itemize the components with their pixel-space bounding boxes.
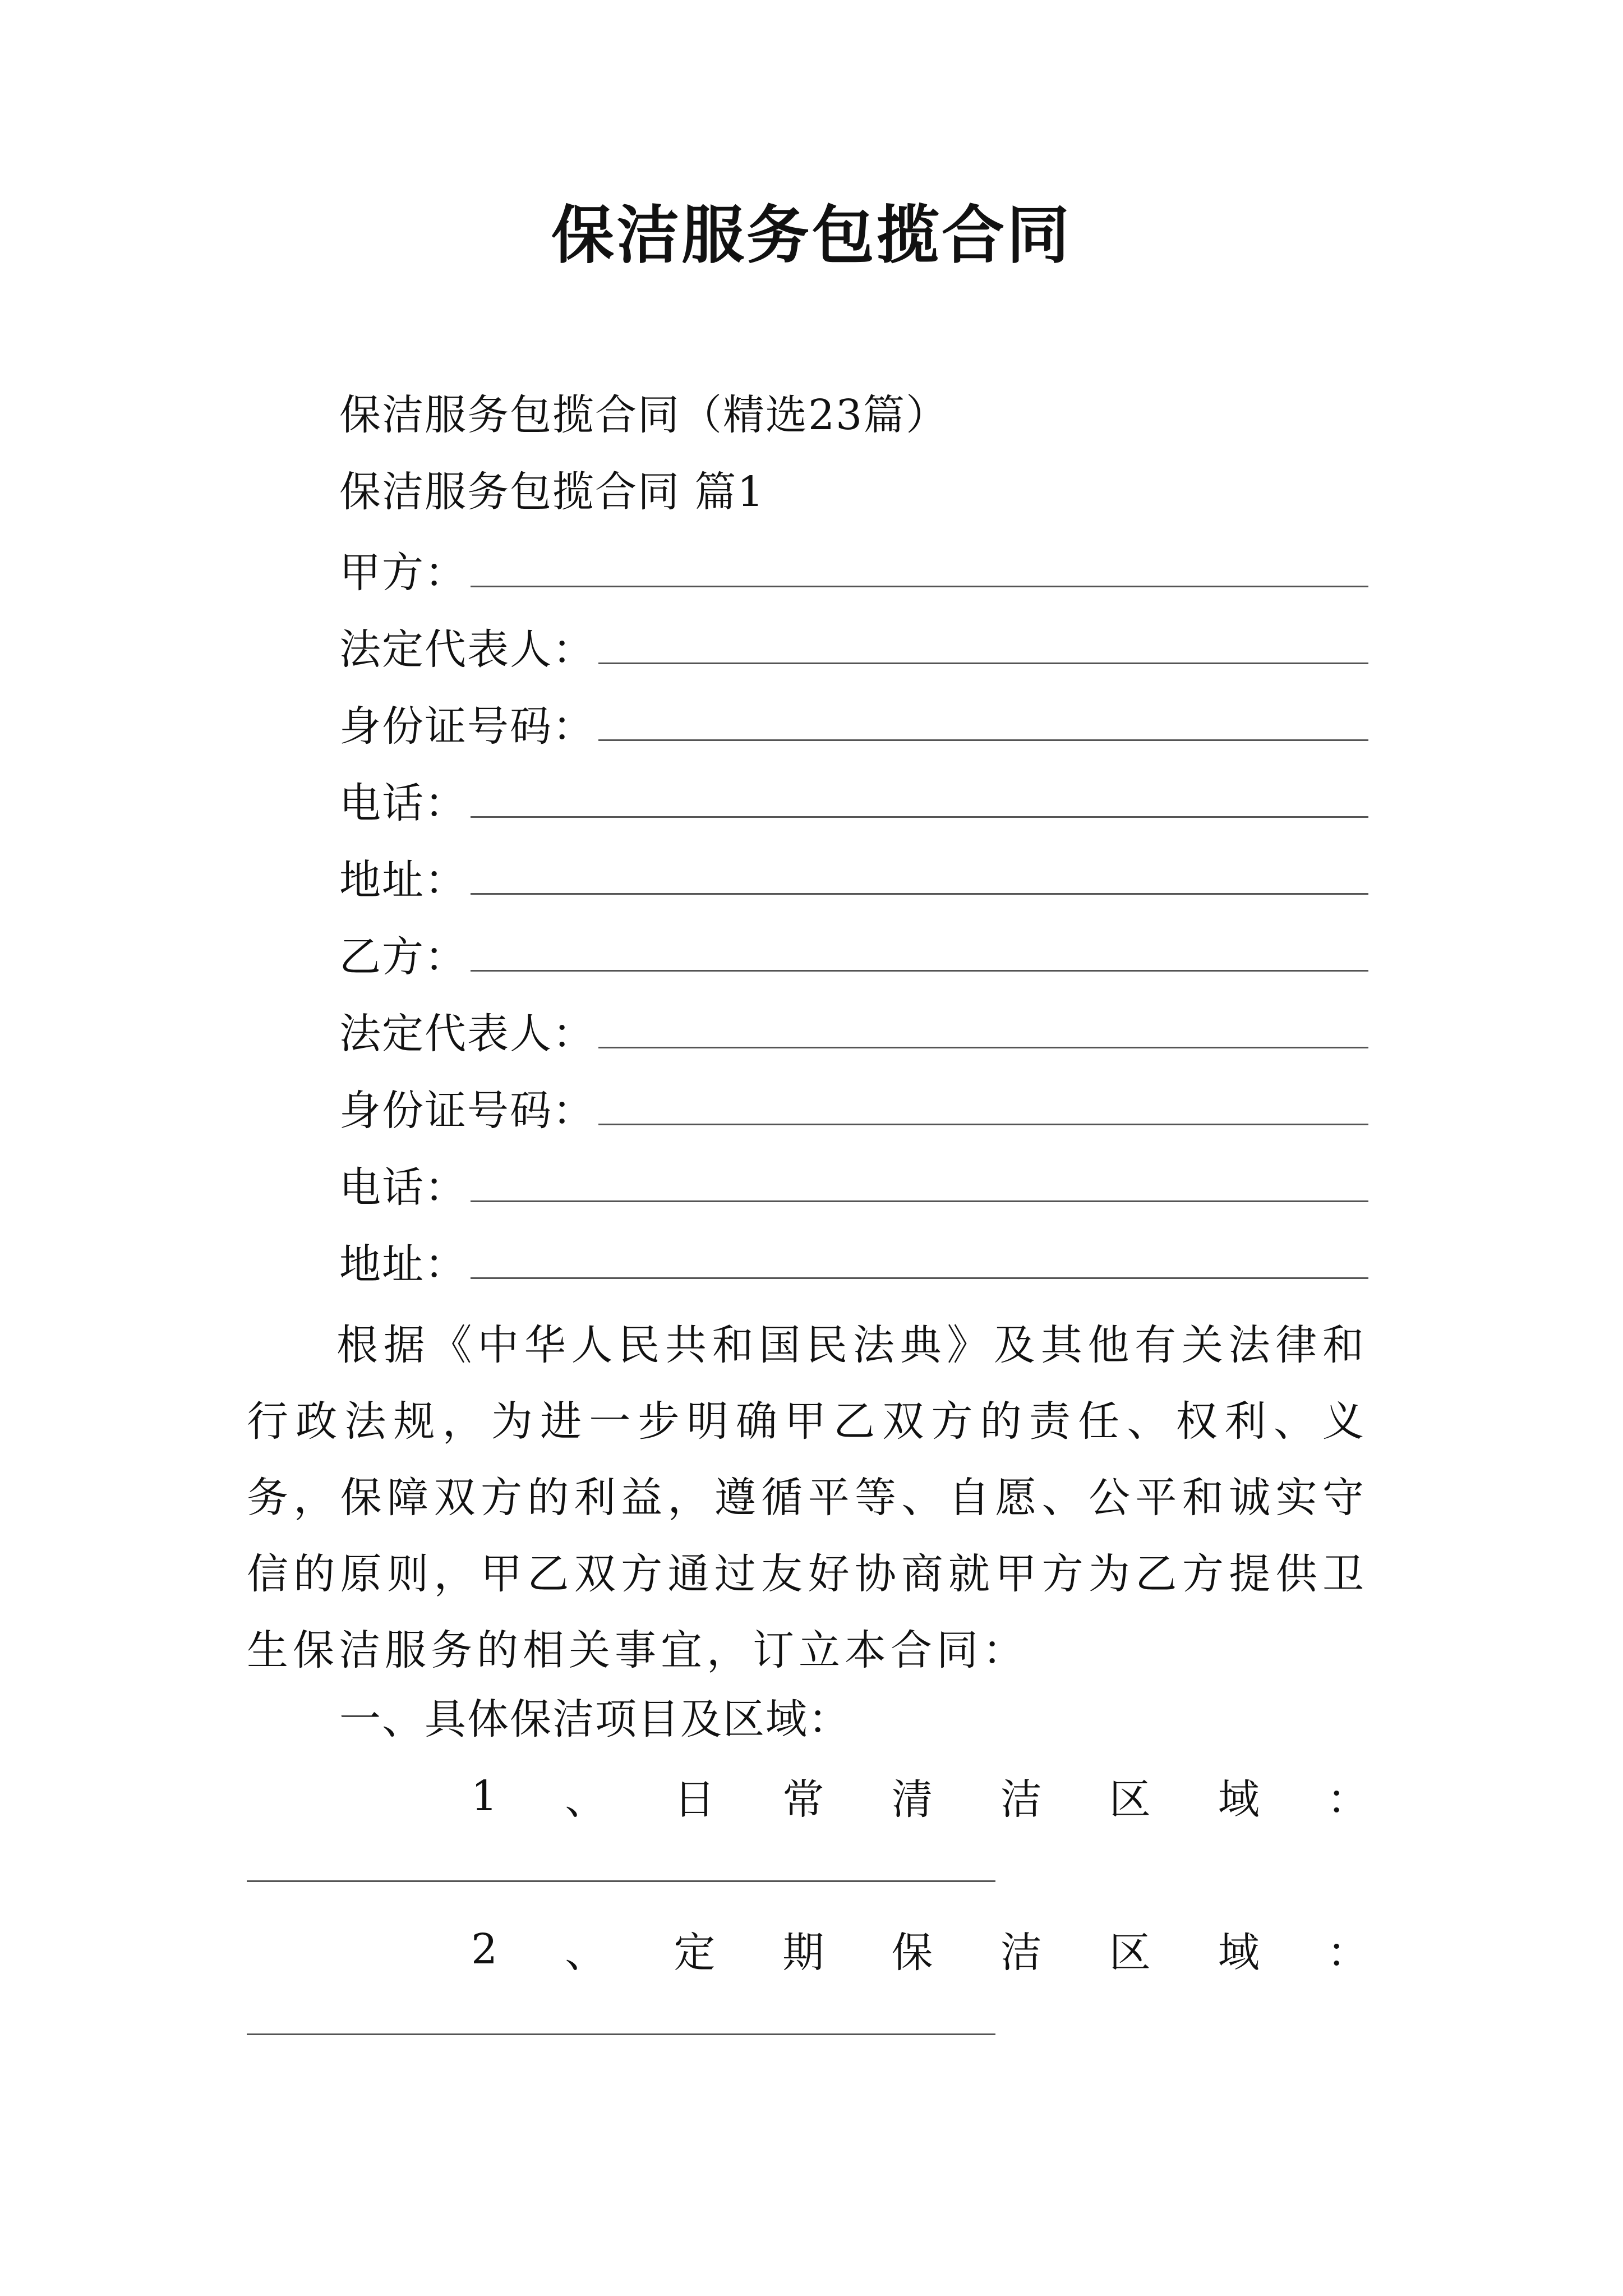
item-1-daily-cleaning-area xyxy=(471,1765,1368,1827)
intro-paragraph: 根据《中华人民共和国民法典》及其他有关法律和行政法规，为进一步明确甲乙双方的责任、权利、义务，保障双方的利益，遵循平等、自愿、公平和诚实守信的原则，甲乙双方通过友好协商就甲方为乙方提供卫生保洁服务的相关事宜，订立本合同： xyxy=(247,1321,1368,1674)
item-2-char: 洁 xyxy=(1000,1929,1042,1977)
party-a-address-field xyxy=(339,846,1368,908)
item-2-char: 定 xyxy=(674,1929,716,1977)
item-2-char: 2 xyxy=(471,1925,498,1973)
item-2-char: 区 xyxy=(1109,1929,1151,1977)
party-b-blank xyxy=(471,936,1368,972)
item-2-char: 保 xyxy=(891,1929,933,1977)
party-b-field xyxy=(339,923,1368,984)
section-heading: 保洁服务包揽合同 篇1 xyxy=(339,468,765,516)
item-1-char: 清 xyxy=(891,1775,933,1824)
item-2-char: 域 xyxy=(1218,1929,1260,1977)
item-1-char: 洁 xyxy=(1000,1775,1042,1824)
party-a-address-label: 地址： xyxy=(339,856,467,904)
party-b-phone-label: 电话： xyxy=(339,1163,467,1212)
party-b-phone-field xyxy=(339,1153,1368,1215)
party-a-legal-rep-label: 法定代表人： xyxy=(339,625,595,674)
party-a-address-blank xyxy=(471,859,1368,895)
item-1-char: 1 xyxy=(471,1772,498,1820)
document-title: 保洁服务包揽合同 xyxy=(551,199,1072,272)
clause-1-heading: 一、具体保洁项目及区域： xyxy=(339,1695,851,1743)
party-a-phone-field xyxy=(339,769,1368,831)
party-a-id-field xyxy=(339,692,1368,754)
item-1-char: 区 xyxy=(1109,1775,1151,1824)
party-a-id-label: 身份证号码： xyxy=(339,702,595,751)
party-b-legal-rep-blank xyxy=(598,1013,1368,1048)
party-b-id-label: 身份证号码： xyxy=(339,1087,595,1135)
item-2-char: ： xyxy=(1326,1929,1368,1977)
party-a-id-blank xyxy=(598,706,1368,741)
item-2-periodic-cleaning-area xyxy=(471,1918,1368,1980)
party-b-address-blank xyxy=(471,1244,1368,1279)
item-2-blank xyxy=(247,2033,995,2035)
party-b-address-field xyxy=(339,1230,1368,1292)
party-a-blank xyxy=(471,552,1368,587)
party-b-label: 乙方： xyxy=(339,933,467,981)
item-1-char: 域 xyxy=(1218,1775,1260,1824)
party-a-legal-rep-blank xyxy=(598,629,1368,664)
party-a-legal-rep-field xyxy=(339,615,1368,677)
party-a-label: 甲方： xyxy=(339,549,467,597)
party-b-id-field xyxy=(339,1076,1368,1138)
item-1-char: ： xyxy=(1326,1775,1368,1824)
party-b-legal-rep-field xyxy=(339,1000,1368,1061)
item-1-char: 常 xyxy=(782,1775,824,1824)
item-1-blank xyxy=(247,1880,995,1882)
item-1-char: 、 xyxy=(565,1775,607,1824)
party-b-legal-rep-label: 法定代表人： xyxy=(339,1010,595,1058)
party-b-address-label: 地址： xyxy=(339,1240,467,1289)
party-a-phone-blank xyxy=(471,783,1368,818)
document-subtitle: 保洁服务包揽合同（精选23篇） xyxy=(339,391,949,439)
party-a-phone-label: 电话： xyxy=(339,779,467,827)
party-b-phone-blank xyxy=(471,1167,1368,1202)
party-a-field xyxy=(339,539,1368,600)
item-2-char: 、 xyxy=(565,1929,607,1977)
item-1-char: 日 xyxy=(674,1775,716,1824)
party-b-id-blank xyxy=(598,1090,1368,1125)
item-2-char: 期 xyxy=(782,1929,824,1977)
